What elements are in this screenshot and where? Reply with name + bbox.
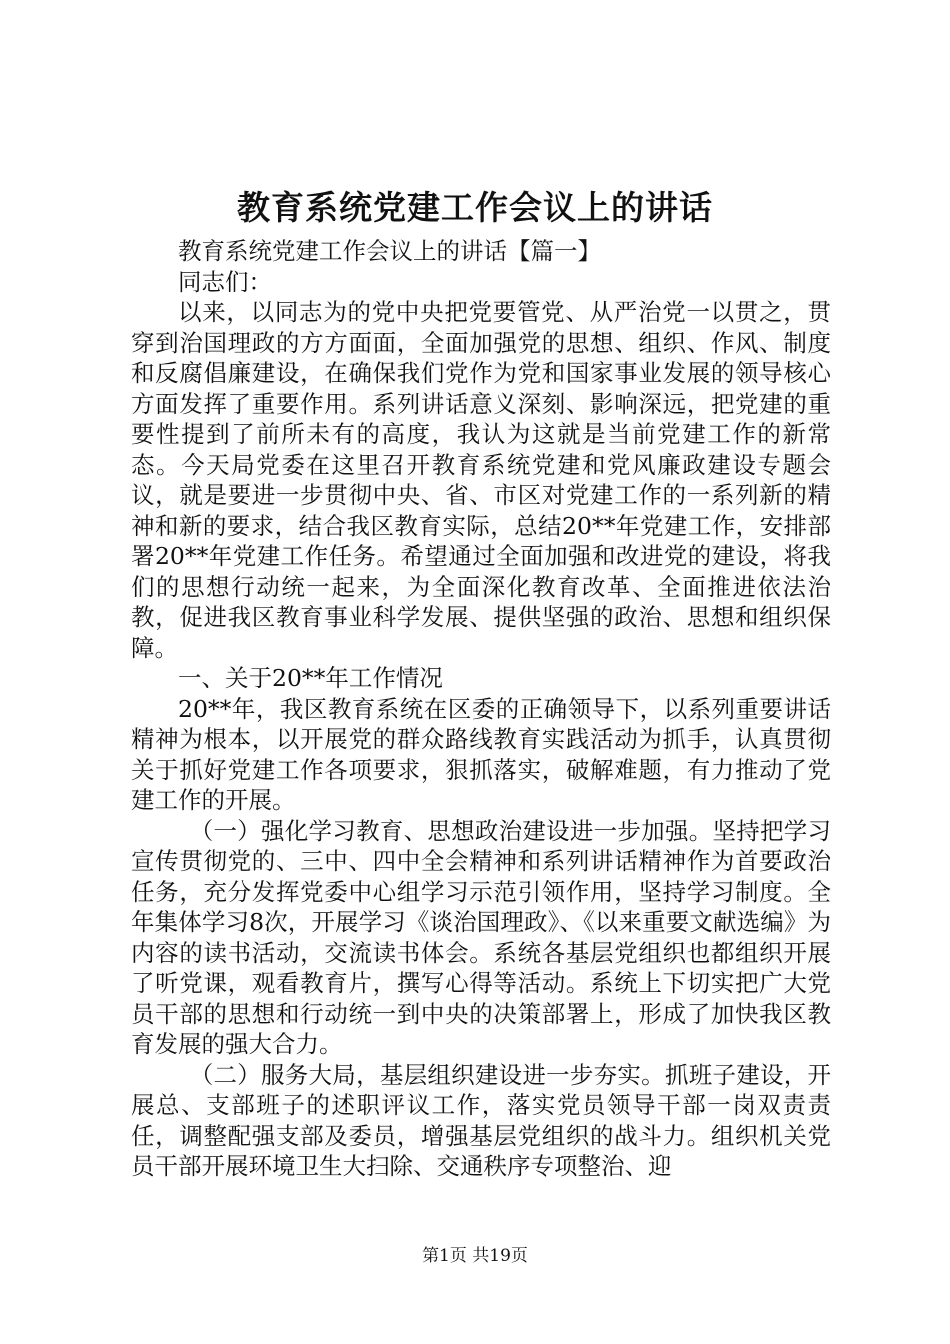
document-title: 教育系统党建工作会议上的讲话 [237,188,713,227]
page-footer: 第1页 共19页 [422,1246,528,1266]
paragraph-item-2: （二）服务大局，基层组织建设进一步夯实。抓班子建设，开展总、支部班子的述职评议工作，落实党员领导干部一岗双责责任，调整配强支部及委员，增强基层党组织的战斗力。组织机关党员干部开展环境卫生大扫除、交通秩序专项整治、迎 [131,1060,831,1180]
document-subtitle: 教育系统党建工作会议上的讲话【篇一】 [178,237,601,265]
paragraph-summary: 20**年，我区教育系统在区委的正确领导下，以系列重要讲话精神为根本，以开展党的群众路线教育实践活动为抓手，认真贯彻关于抓好党建工作各项要求，狠抓落实，破解难题，有力推动了党建工作的开展。 [131,694,831,814]
document-body [131,236,831,1182]
paragraph-item-1: （一）强化学习教育、思想政治建设进一步加强。坚持把学习宣传贯彻党的、三中、四中全会精神和系列讲话精神作为首要政治任务，充分发挥党委中心组学习示范引领作用，坚持学习制度。全年集体学习8次，开展学习《谈治国理政》、《以来重要文献选编》为内容的读书活动，交流读书体会。系统各基层党组织也都组织开展了听党课，观看教育片，撰写心得等活动。系统上下切实把广大党员干部的思想和行动统一到中央的决策部署上，形成了加快我区教育发展的强大合力。 [131,816,831,1058]
paragraph-intro: 以来，以同志为的党中央把党要管党、从严治党一以贯之，贯穿到治国理政的方方面面，全面加强党的思想、组织、作风、制度和反腐倡廉建设，在确保我们党作为党和国家事业发展的领导核心方面发挥了重要作用。系列讲话意义深刻、影响深远，把党建的重要性提到了前所未有的高度，我认为这就是当前党建工作的新常态。今天局党委在这里召开教育系统党建和党风廉政建设专题会议，就是要进一步贯彻中央、省、市区对党建工作的一系列新的精神和新的要求，结合我区教育实际，总结20**年党建工作，安排部署20**年党建工作任务。希望通过全面加强和改进党的建设，将我们的思想行动统一起来，为全面深化教育改革、全面推进依法治教，促进我区教育事业科学发展、提供坚强的政治、思想和组织保障。 [131,298,831,662]
section-heading: 一、关于20**年工作情况 [178,664,443,692]
salutation: 同志们： [178,267,272,296]
